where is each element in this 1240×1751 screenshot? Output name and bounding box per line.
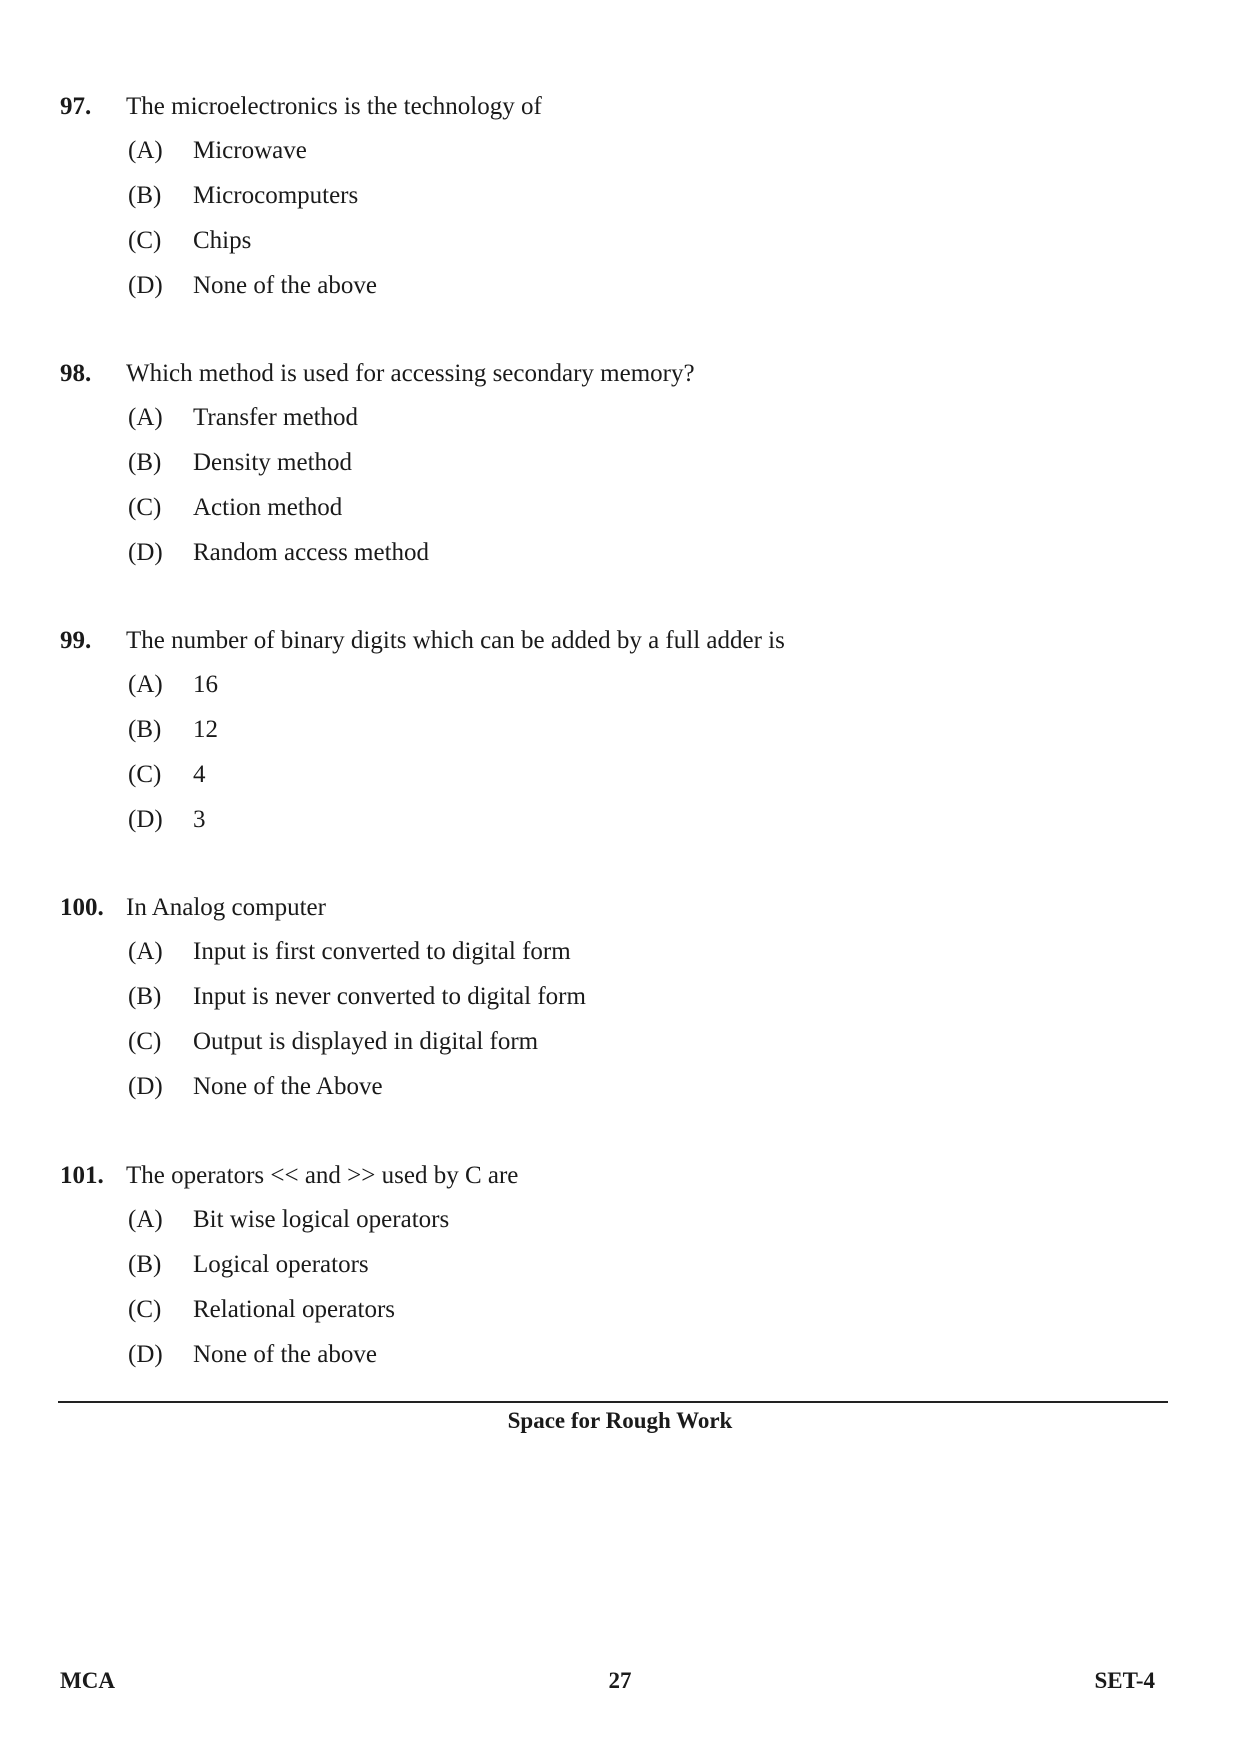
question-97	[60, 93, 1160, 317]
option-b	[60, 449, 1160, 494]
option-b	[60, 983, 1160, 1028]
option-text: Action method	[193, 494, 343, 521]
question-text: The operators << and >> used by C are	[126, 1162, 519, 1189]
option-label: (B)	[128, 1251, 162, 1278]
option-label: (C)	[128, 761, 162, 788]
option-label: (D)	[128, 1073, 163, 1100]
option-label: (C)	[128, 227, 162, 254]
option-c	[60, 227, 1160, 272]
option-text: Transfer method	[193, 404, 359, 431]
option-label: (B)	[128, 182, 162, 209]
option-label: (D)	[128, 539, 163, 566]
option-c	[60, 1296, 1160, 1341]
option-text: None of the above	[193, 272, 377, 299]
option-a	[60, 137, 1160, 182]
question-number: 101.	[60, 1162, 104, 1189]
option-label: (B)	[128, 716, 162, 743]
option-text: Microwave	[193, 137, 307, 164]
question-number: 97.	[60, 93, 92, 120]
option-text: None of the Above	[193, 1073, 383, 1100]
footer-set: SET-4	[1094, 1668, 1155, 1693]
option-label: (A)	[128, 404, 163, 431]
option-text: Logical operators	[193, 1251, 369, 1278]
option-label: (D)	[128, 1341, 163, 1368]
option-d	[60, 539, 1160, 584]
question-text: The number of binary digits which can be added by a full adder is	[126, 627, 785, 654]
option-text: Output is displayed in digital form	[193, 1028, 539, 1055]
option-label: (D)	[128, 272, 163, 299]
rough-work-label: Space for Rough Work	[507, 1408, 733, 1433]
option-text: 12	[193, 716, 218, 743]
question-98	[60, 360, 1160, 584]
option-label: (A)	[128, 137, 163, 164]
question-101	[60, 1162, 1160, 1386]
question-number: 100.	[60, 894, 104, 921]
option-b	[60, 182, 1160, 227]
option-a	[60, 671, 1160, 716]
option-c	[60, 1028, 1160, 1073]
option-text: Input is never converted to digital form	[193, 983, 586, 1010]
option-d	[60, 1073, 1160, 1118]
option-a	[60, 938, 1160, 983]
option-label: (A)	[128, 1206, 163, 1233]
option-d	[60, 1341, 1160, 1386]
option-c	[60, 494, 1160, 539]
option-label: (C)	[128, 1028, 162, 1055]
question-number: 98.	[60, 360, 92, 387]
option-text: Random access method	[193, 539, 430, 566]
footer-course: MCA	[60, 1668, 115, 1693]
question-text: In Analog computer	[126, 894, 326, 921]
option-text: 3	[193, 806, 206, 833]
option-label: (C)	[128, 1296, 162, 1323]
option-a	[60, 1206, 1160, 1251]
option-text: Chips	[193, 227, 252, 254]
option-text: Relational operators	[193, 1296, 396, 1323]
option-label: (C)	[128, 494, 162, 521]
option-d	[60, 806, 1160, 851]
question-text: The microelectronics is the technology of	[126, 93, 542, 120]
option-d	[60, 272, 1160, 317]
option-c	[60, 761, 1160, 806]
question-text: Which method is used for accessing secondary memory?	[126, 360, 695, 387]
option-text: 16	[193, 671, 218, 698]
question-100	[60, 894, 1160, 1118]
option-label: (B)	[128, 449, 162, 476]
section-divider	[58, 1401, 1168, 1403]
option-label: (B)	[128, 983, 162, 1010]
option-text: 4	[193, 761, 206, 788]
option-text: Density method	[193, 449, 353, 476]
option-label: (D)	[128, 806, 163, 833]
footer-page-number: 27	[608, 1668, 632, 1693]
option-b	[60, 1251, 1160, 1296]
option-a	[60, 404, 1160, 449]
option-text: Microcomputers	[193, 182, 359, 209]
option-text: Bit wise logical operators	[193, 1206, 450, 1233]
option-text: None of the above	[193, 1341, 377, 1368]
question-99	[60, 627, 1160, 851]
option-text: Input is first converted to digital form	[193, 938, 571, 965]
option-label: (A)	[128, 671, 163, 698]
option-label: (A)	[128, 938, 163, 965]
question-number: 99.	[60, 627, 92, 654]
option-b	[60, 716, 1160, 761]
